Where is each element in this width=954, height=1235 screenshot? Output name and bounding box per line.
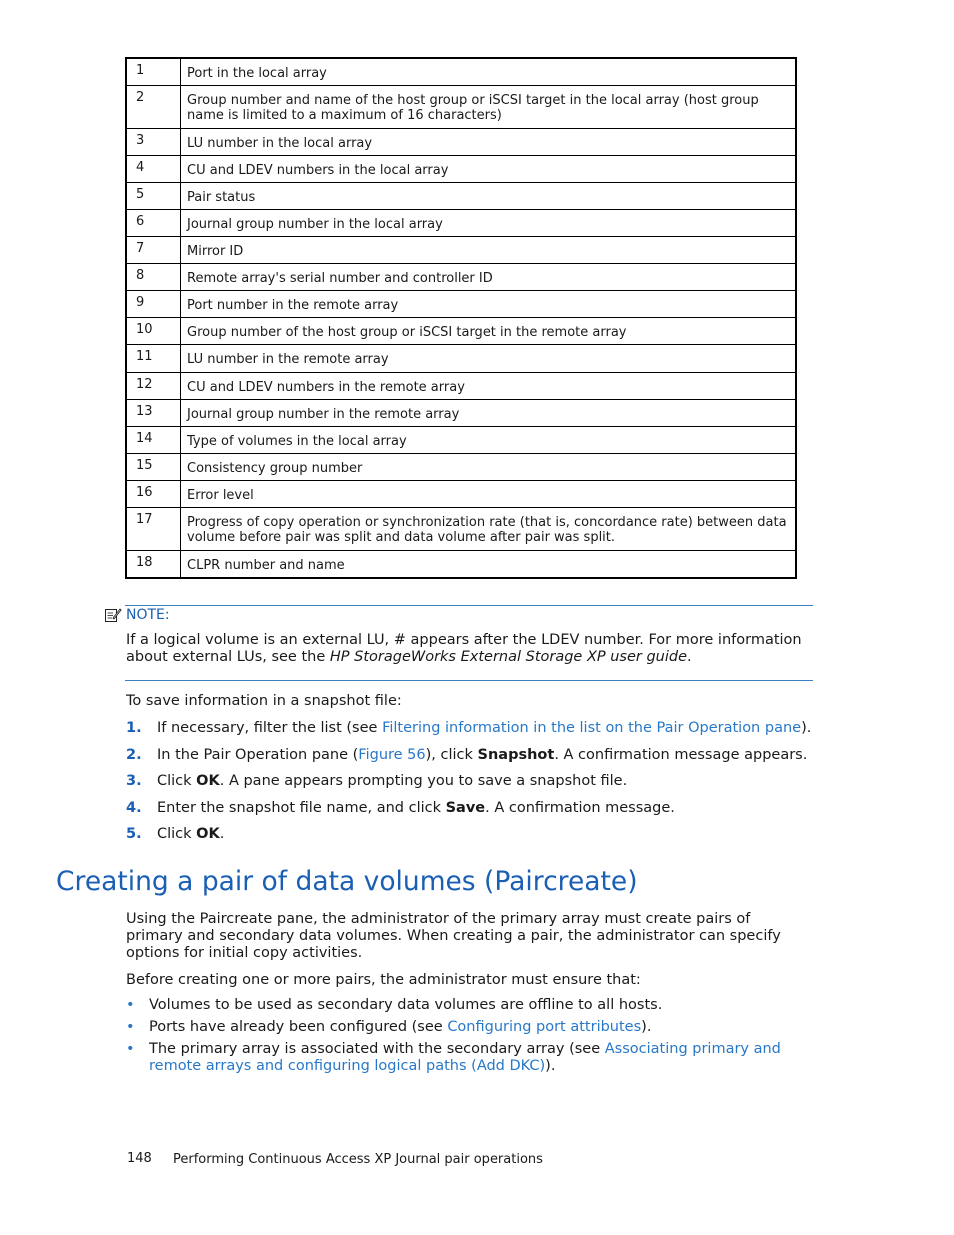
step-number: 5. [126,826,142,842]
figure-56-link[interactable]: Figure 56 [358,747,426,763]
note-heading [104,607,170,623]
bullet-icon: • [126,997,135,1013]
associating-arrays-link[interactable]: Associating primary and remote arrays and configuring logical paths (Add DKC) [149,1041,781,1074]
row-description: LU number in the local array [181,129,797,156]
guide-title: HP StorageWorks External Storage XP user guide [329,649,688,665]
step-text-end: . A confirmation message appears. [554,747,808,763]
table-row [126,183,796,210]
step-number: 1. [126,720,142,736]
row-description: CU and LDEV numbers in the remote array [181,373,797,400]
row-number: 15 [126,454,181,481]
bullet-text-part: Volumes to be used as secondary data volumes are offline to all hosts. [149,997,663,1013]
legend-table [125,57,797,579]
row-number: 17 [126,508,181,551]
row-description: Group number of the host group or iSCSI target in the remote array [181,318,797,345]
table-row [126,237,796,264]
step-text-part: Enter the snapshot file name, and click [157,800,446,816]
step-text [157,720,811,737]
note-text-part: If a logical volume is an external LU, # appears after the LDEV number. For more information about external LUs, see the [126,632,802,665]
row-number: 7 [126,237,181,264]
bullet-text-part: Ports have already been configured (see [149,1019,448,1035]
row-number: 18 [126,551,181,579]
step-text-end: . A pane appears prompting you to save a snapshot file. [219,773,628,789]
step-text-part: Click [157,826,197,842]
note-bottom-rule [125,680,813,681]
step-text-part: ), click [425,747,478,763]
row-description: LU number in the remote array [181,345,797,373]
legend-table-body [126,58,796,578]
step-text-part: Click [157,773,197,789]
note-text [126,632,806,666]
bullet-text-end: ). [545,1058,556,1074]
step-text [157,800,675,817]
snapshot-intro: To save information in a snapshot file: [126,693,402,709]
table-row [126,58,796,86]
bullet-icon: • [126,1041,135,1057]
row-description: Journal group number in the local array [181,210,797,237]
row-number: 10 [126,318,181,345]
step-text [157,826,224,843]
step-number: 3. [126,773,142,789]
row-number: 9 [126,291,181,318]
save-keyword: Save [445,800,486,816]
row-number: 4 [126,156,181,183]
row-description: Error level [181,481,797,508]
table-row [126,86,796,129]
row-description: CU and LDEV numbers in the local array [181,156,797,183]
row-description: Mirror ID [181,237,797,264]
row-description: Port number in the remote array [181,291,797,318]
bullet-icon: • [126,1019,135,1035]
row-number: 13 [126,400,181,427]
step-text-end: . A confirmation message. [485,800,675,816]
note-label: NOTE: [126,607,170,623]
row-description: Journal group number in the remote array [181,400,797,427]
row-number: 11 [126,345,181,373]
step-text-part: If necessary, filter the list (see [157,720,383,736]
table-row [126,291,796,318]
table-row [126,318,796,345]
step-number: 2. [126,747,142,763]
table-row [126,345,796,373]
bullet-text-part: The primary array is associated with the secondary array (see [149,1041,605,1057]
note-text-end: . [687,649,692,665]
step-text [157,747,807,764]
table-row [126,210,796,237]
table-row [126,454,796,481]
bullet-text [149,1041,809,1075]
table-row [126,156,796,183]
table-row [126,508,796,551]
row-description: Port in the local array [181,58,797,86]
step-text-part: In the Pair Operation pane ( [157,747,359,763]
row-number: 2 [126,86,181,129]
step-text-end: ). [801,720,812,736]
page-number: 148 [127,1151,152,1166]
step-number: 4. [126,800,142,816]
row-description: Group number and name of the host group or iSCSI target in the local array (host group name is limited to a maximum of 16 characters) [181,86,797,129]
bullet-text-end: ). [641,1019,652,1035]
row-number: 14 [126,427,181,454]
ok-keyword: OK [196,826,220,842]
section-paragraph-1: Using the Paircreate pane, the administrator of the primary array must create pairs of primary and secondary data volumes. When creating a pair, the administrator can specify options for initial copy activities. [126,911,781,961]
table-row [126,129,796,156]
row-description: Progress of copy operation or synchronization rate (that is, concordance rate) between data volume before pair was split and data volume after pair was split. [181,508,797,551]
table-row [126,373,796,400]
row-description: Type of volumes in the local array [181,427,797,454]
row-number: 16 [126,481,181,508]
step-text-end: . [219,826,225,842]
snapshot-keyword: Snapshot [477,747,555,763]
row-description: Pair status [181,183,797,210]
table-row [126,427,796,454]
table-row [126,481,796,508]
row-description: CLPR number and name [181,551,797,579]
row-description: Remote array's serial number and controller ID [181,264,797,291]
ok-keyword: OK [196,773,220,789]
row-number: 12 [126,373,181,400]
section-paragraph-2: Before creating one or more pairs, the administrator must ensure that: [126,972,641,988]
row-number: 3 [126,129,181,156]
configuring-port-link[interactable]: Configuring port attributes [447,1019,642,1035]
table-row [126,400,796,427]
filtering-link[interactable]: Filtering information in the list on the Pair Operation pane [382,720,802,736]
section-title: Creating a pair of data volumes (Paircreate) [56,866,638,897]
row-number: 8 [126,264,181,291]
step-text [157,773,627,790]
table-row [126,551,796,579]
bullet-text [149,997,809,1014]
table-row [126,264,796,291]
note-top-rule [125,605,813,606]
bullet-text [149,1019,809,1036]
row-number: 1 [126,58,181,86]
row-description: Consistency group number [181,454,797,481]
footer-chapter-title: Performing Continuous Access XP Journal pair operations [173,1152,543,1167]
note-icon [104,607,122,623]
row-number: 5 [126,183,181,210]
row-number: 6 [126,210,181,237]
